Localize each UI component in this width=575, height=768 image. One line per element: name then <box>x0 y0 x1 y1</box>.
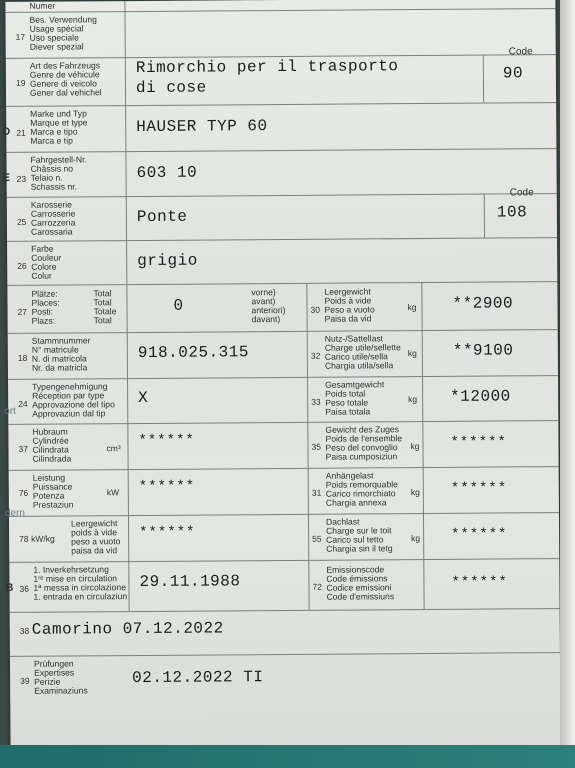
front-seat-labels: vorne) avant) anteriori) davant) <box>251 287 286 324</box>
field-number: 55 <box>312 533 322 544</box>
field-labels: Leergewicht poids à vide peso a vuoto paisa da vid <box>70 518 121 556</box>
row-18-matriculation-payload <box>8 329 558 380</box>
field-labels: Stammnummer N° matricule N. di matricola Nr. da matricla <box>31 335 91 373</box>
field-labels: Marke und Typ Marque et type Marca e tipo Marca e tip <box>30 108 88 146</box>
unit-kg: kg <box>410 441 420 452</box>
emissions-code-value: ****** <box>451 574 508 591</box>
colour-value: grigio <box>137 251 198 271</box>
field-number: 37 <box>18 443 29 454</box>
payload-labels: Nutz-/Sattellast Charge utile/sellette Carico utile/sella Chargia utila/sella <box>324 333 401 371</box>
code-label: Code <box>508 46 533 58</box>
vehicle-type-value-line2: di cose <box>135 78 207 98</box>
total-weight-value: *12000 <box>450 387 511 406</box>
vehicle-type-value-line1: Rimorchio per il trasporto <box>135 57 399 78</box>
total-weight-labels: Gesamtgewicht Poids total Peso totale Paisa totala <box>325 379 385 417</box>
unit-kg: kg <box>411 533 421 544</box>
code-label: Code <box>509 187 534 199</box>
field-labels: Bes. Verwendung Usage spécial Uso speciale Diever spezial <box>29 14 97 52</box>
row-19-vehicle-type <box>6 46 556 107</box>
type-approval-value: X <box>138 388 149 408</box>
field-number: 25 <box>16 216 27 227</box>
row-23-chassis-number <box>2 148 556 198</box>
field-number: 78 <box>19 533 29 544</box>
unit-kg: kg <box>407 302 417 313</box>
field-number: 33 <box>311 396 321 407</box>
issue-place-date-value: Camorino 07.12.2022 <box>31 619 224 639</box>
vehicle-registration-document <box>2 0 560 754</box>
field-number: 38 <box>19 625 30 636</box>
field-number: 24 <box>18 398 28 409</box>
field-number: 23 <box>16 173 27 184</box>
field-number: 35 <box>311 441 321 452</box>
inspection-value: 02.12.2022 TI <box>132 668 264 688</box>
row-21-make-type <box>2 102 556 153</box>
row-78-power-weight-roof-load <box>9 512 559 563</box>
field-number: 17 <box>15 31 26 42</box>
payload-value: **9100 <box>452 341 514 360</box>
field-number: 18 <box>17 352 28 363</box>
field-number: 76 <box>18 487 29 498</box>
field-number: 21 <box>16 127 26 138</box>
numer-label: Numer <box>29 0 56 11</box>
make-type-value: HAUSER TYP 60 <box>136 117 268 137</box>
field-number: 39 <box>20 675 30 686</box>
row-38-issue-place-date <box>10 608 560 657</box>
field-labels: Plätze: Places: Posti: Plazs: <box>31 288 60 326</box>
field-number: 30 <box>310 304 321 315</box>
row-27-seats-empty-weight <box>7 281 557 334</box>
field-labels: Farbe Couleur Colore Colur <box>31 243 62 281</box>
field-number: 19 <box>15 77 26 88</box>
field-labels: Fahrgestell-Nr. Châssis no Telaio n. Schassis nr. <box>30 154 87 192</box>
matriculation-number-value: 918.025.315 <box>137 343 250 363</box>
towing-load-labels: Anhängelast Poids remorquable Carico rimorchiato Chargia annexa <box>325 470 398 508</box>
field-labels: Leistung Puissance Potenza Prestaziun <box>32 472 74 510</box>
background-page-edge <box>560 0 575 768</box>
row-39-inspections <box>10 652 560 720</box>
row-24-type-approval-total-weight <box>8 375 558 425</box>
row-37-displacement-train-weight <box>8 420 558 471</box>
stamp-fragment: ort <box>4 405 16 417</box>
background-surface <box>0 745 575 768</box>
seats-total-value: 0 <box>173 296 184 315</box>
row-17-special-use <box>5 8 555 59</box>
field-number: 27 <box>17 306 28 317</box>
total-labels: Total Total Totale Total <box>93 288 117 326</box>
field-number: 32 <box>310 350 321 361</box>
field-labels: Prüfungen Expertises Perizie Examinaziuns <box>33 658 88 696</box>
power-value: ****** <box>138 478 196 496</box>
roof-load-labels: Dachlast Charge sur le toit Carico sul tetto Chargia sin il tetg <box>325 516 393 554</box>
field-number: 36 <box>19 583 29 594</box>
field-number: 26 <box>17 260 27 271</box>
unit-kg: kg <box>407 348 417 359</box>
row-36-first-registration-emissions <box>5 558 559 613</box>
unit-cm3: cm³ <box>106 443 121 454</box>
towing-load-value: ****** <box>450 480 508 497</box>
body-code: 108 <box>496 203 528 222</box>
vehicle-type-code: 90 <box>502 64 524 83</box>
stamp-fragment: dern <box>4 507 26 519</box>
field-labels: 1. Inverkehrsetzung 1ʳᵉ mise en circulation 1ª messa in circolazione 1. entrada en circulaziun <box>33 564 128 602</box>
train-weight-labels: Gewicht des Zuges Poids de l'ensemble Peso del convoglio Paisa cumposiziun <box>325 424 403 462</box>
field-number: 72 <box>312 581 322 592</box>
power-weight-value: ****** <box>139 524 196 542</box>
emissions-labels: Emissionscode Code émissions Codice emissioni Code d'emissiuns <box>326 564 395 602</box>
chassis-number-value: 603 10 <box>136 163 198 183</box>
unit-kg: kg <box>408 394 418 405</box>
margin-letter: E <box>2 171 10 184</box>
unit-kw: kW <box>106 487 120 498</box>
train-weight-value: ****** <box>450 434 507 451</box>
body-value: Ponte <box>136 207 188 227</box>
row-25-body <box>7 187 557 242</box>
empty-weight-value: **2900 <box>452 294 514 313</box>
field-labels: Karosserie Carrosserie Carrozzeria Carossaria <box>30 199 76 237</box>
margin-letter: D <box>2 125 11 138</box>
first-registration-value: 29.11.1988 <box>139 572 241 592</box>
unit-kw-kg: kW/kg <box>31 533 55 544</box>
field-number: 31 <box>311 487 322 498</box>
margin-letter: B <box>5 581 14 594</box>
unit-kg: kg <box>410 487 420 498</box>
row-26-colour <box>7 237 557 286</box>
row-76-power-towing-load <box>9 466 559 517</box>
roof-load-value: ****** <box>451 526 508 543</box>
field-labels: Hubraum Cylindrée Cilindrata Cilindrada <box>32 426 72 464</box>
displacement-value: ****** <box>138 432 195 450</box>
field-labels: Art des Fahrzeugs Genre de véhicule Genere di veicolo Gener dal vehichel <box>29 60 102 98</box>
field-labels: Typengenehmigung Réception par type Approvazione del tipo Approvaziun dal tip <box>32 381 115 419</box>
empty-weight-labels: Leergewicht Poids à vide Peso a vuoto Paisa da vid <box>324 286 375 324</box>
